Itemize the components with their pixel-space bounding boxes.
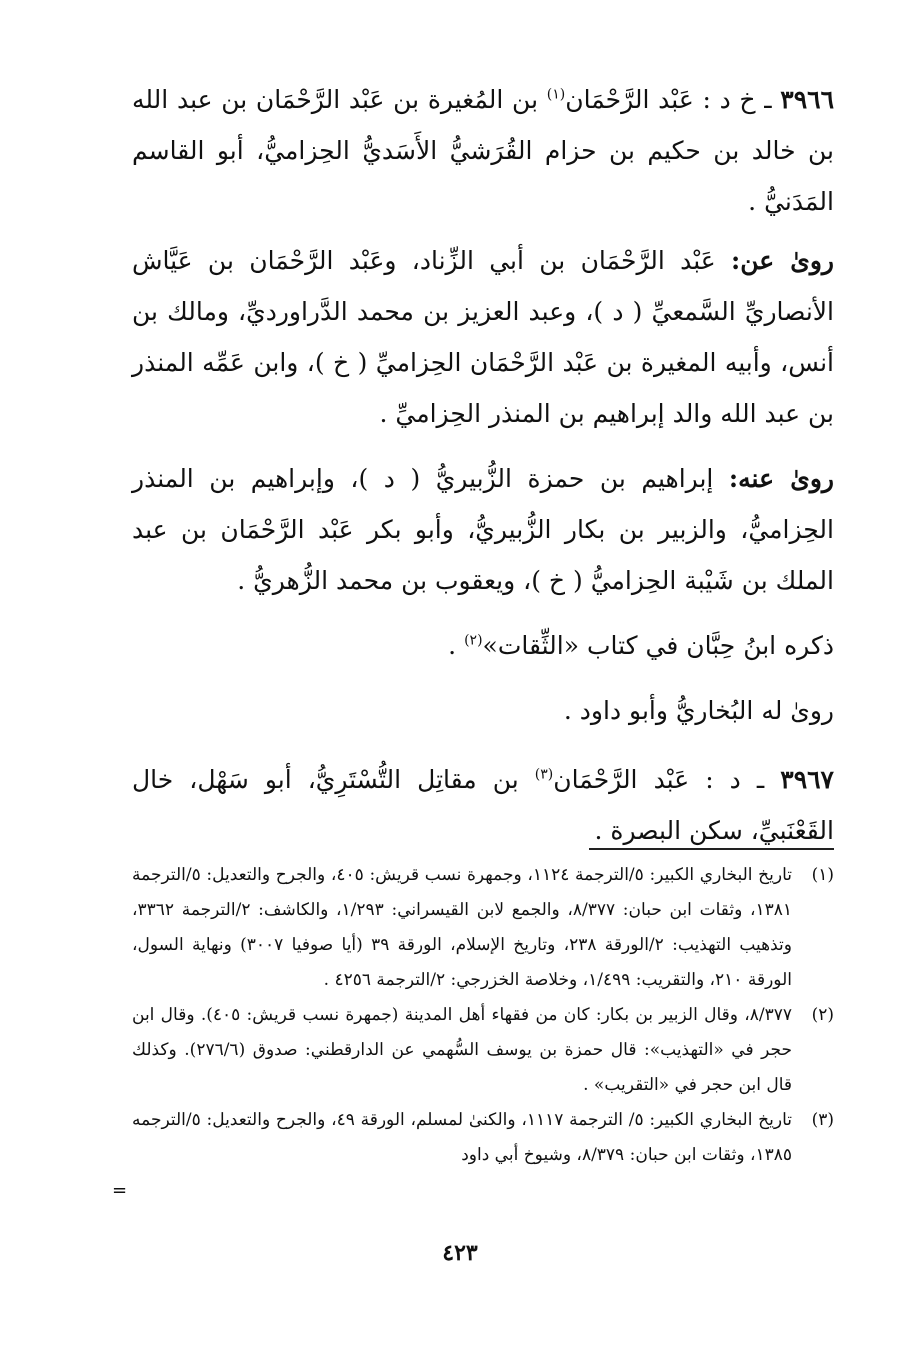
footnote-text: تاريخ البخاري الكبير: ٥/ الترجمة ١١١٧، والكنىٰ لمسلم، الورقة ٤٩، والجرح والتعديل: ٥/الترجمه ١٣٨٥، وثقات ابن حبان: ٨/٣٧٩، وشيوخ أبي داود bbox=[132, 1110, 792, 1165]
entry-heading-text-cont: بن المُغيرة بن عَبْد الرَّحْمَان بن عبد الله بن خالد بن حكيم بن حزام القُرَشيُّ الأَسَديُّ الحِزاميُّ، أبو القاسم المَدَنيُّ . bbox=[132, 85, 834, 216]
entry-3967-heading bbox=[132, 754, 834, 856]
dhakarahu-text: ذكره ابنُ حِبَّان في كتاب «الثِّقات» bbox=[482, 631, 834, 660]
rawa-lahu-line bbox=[132, 685, 834, 736]
footnote-ref-2[interactable]: (٢) bbox=[464, 632, 483, 649]
entry-3967-text-b: بن مقاتِل التُّسْتَرِيُّ، أبو سَهْل، خال القَعْنَبيِّ، سكن البصرة . bbox=[132, 765, 834, 845]
footnote-text: ٨/٣٧٧، وقال الزبير بن بكار: كان من فقهاء أهل المدينة (جمهرة نسب قريش: ٤٠٥). وقال ابن حجر في «التهذيب»: قال حمزة بن يوسف السُّهمي عن الدارقطني: صدوق (٢٧٦/٦). وكذلك قال ابن حجر في «التقريب» . bbox=[132, 1005, 792, 1095]
footnote-3 bbox=[132, 1103, 834, 1173]
footnote-1 bbox=[132, 858, 834, 998]
rawa-an-label: روىٰ عن: bbox=[731, 246, 834, 275]
entry-3967-text-a: ـ د : عَبْد الرَّحْمَان bbox=[553, 765, 765, 794]
footnote-separator bbox=[589, 848, 834, 850]
rawa-lahu-text: روىٰ له البُخاريُّ وأبو داود . bbox=[563, 696, 834, 725]
footnote-number: (٢) bbox=[811, 1005, 834, 1025]
rawa-an-text: عَبْد الرَّحْمَان بن أبي الزِّناد، وعَبْد الرَّحْمَان بن عَيَّاش الأنصاريِّ السَّمعيِّ ( د )، وعبد العزيز بن محمد الدَّراورديِّ، ومالك بن أنس، وأبيه المغيرة بن عَبْد الرَّحْمَان الحِزاميِّ ( خ )، وابن عَمِّه المنذر بن عبد الله والد إبراهيم بن المنذر الحِزاميِّ . bbox=[132, 246, 834, 428]
footnote-number: (٣) bbox=[811, 1110, 834, 1130]
continuation-mark: = bbox=[112, 1180, 128, 1201]
entry-number-3967: ٣٩٦٧ bbox=[780, 765, 834, 794]
footnote-2 bbox=[132, 998, 834, 1103]
rawa-anhu-text: إبراهيم بن حمزة الزُّبيريُّ ( د )، وإبراهيم بن المنذر الحِزاميُّ، والزبير بن بكار الزُّبيريُّ، وأبو بكر عَبْد الرَّحْمَان بن عبد الملك بن شَيْبة الحِزاميُّ ( خ )، ويعقوب بن محمد الزُّهريُّ . bbox=[132, 464, 834, 595]
rawa-anhu-label: روىٰ عنه: bbox=[728, 464, 834, 493]
rawa-an-paragraph bbox=[132, 235, 834, 439]
main-text bbox=[132, 74, 834, 856]
footnote-number: (١) bbox=[811, 865, 834, 885]
page-number: ٤٢٣ bbox=[442, 1240, 478, 1266]
footnote-ref-1[interactable]: (١) bbox=[546, 86, 566, 103]
entry-number: ٣٩٦٦ bbox=[780, 85, 834, 114]
dhakarahu-end: . bbox=[448, 631, 465, 660]
rawa-anhu-paragraph bbox=[132, 453, 834, 606]
footnote-text: تاريخ البخاري الكبير: ٥/الترجمة ١١٢٤، وجمهرة نسب قريش: ٤٠٥، والجرح والتعديل: ٥/الترجمة ١٣٨١، وثقات ابن حبان: ٨/٣٧٧، والجمع لابن القيسراني: ١/٢٩٣، والكاشف: ٢/الترجمة ٣٣٦٢، وتذهيب التهذيب: ٢/الورقة ٢٣٨، وتاريخ الإسلام، الورقة ٣٩ (أيا صوفيا ٣٠٠٧) ونهاية السول، الورقة ٢١٠، والتقريب: ١/٤٩٩، وخلاصة الخزرجي: ٢/الترجمة ٤٢٥٦ . bbox=[132, 865, 792, 990]
dhakarahu-line bbox=[132, 620, 834, 671]
entry-heading-text: ـ خ د : عَبْد الرَّحْمَان bbox=[565, 85, 772, 114]
footnotes bbox=[132, 858, 834, 1173]
footnote-ref-3[interactable]: (٣) bbox=[534, 766, 554, 783]
entry-3966-heading bbox=[132, 74, 834, 227]
